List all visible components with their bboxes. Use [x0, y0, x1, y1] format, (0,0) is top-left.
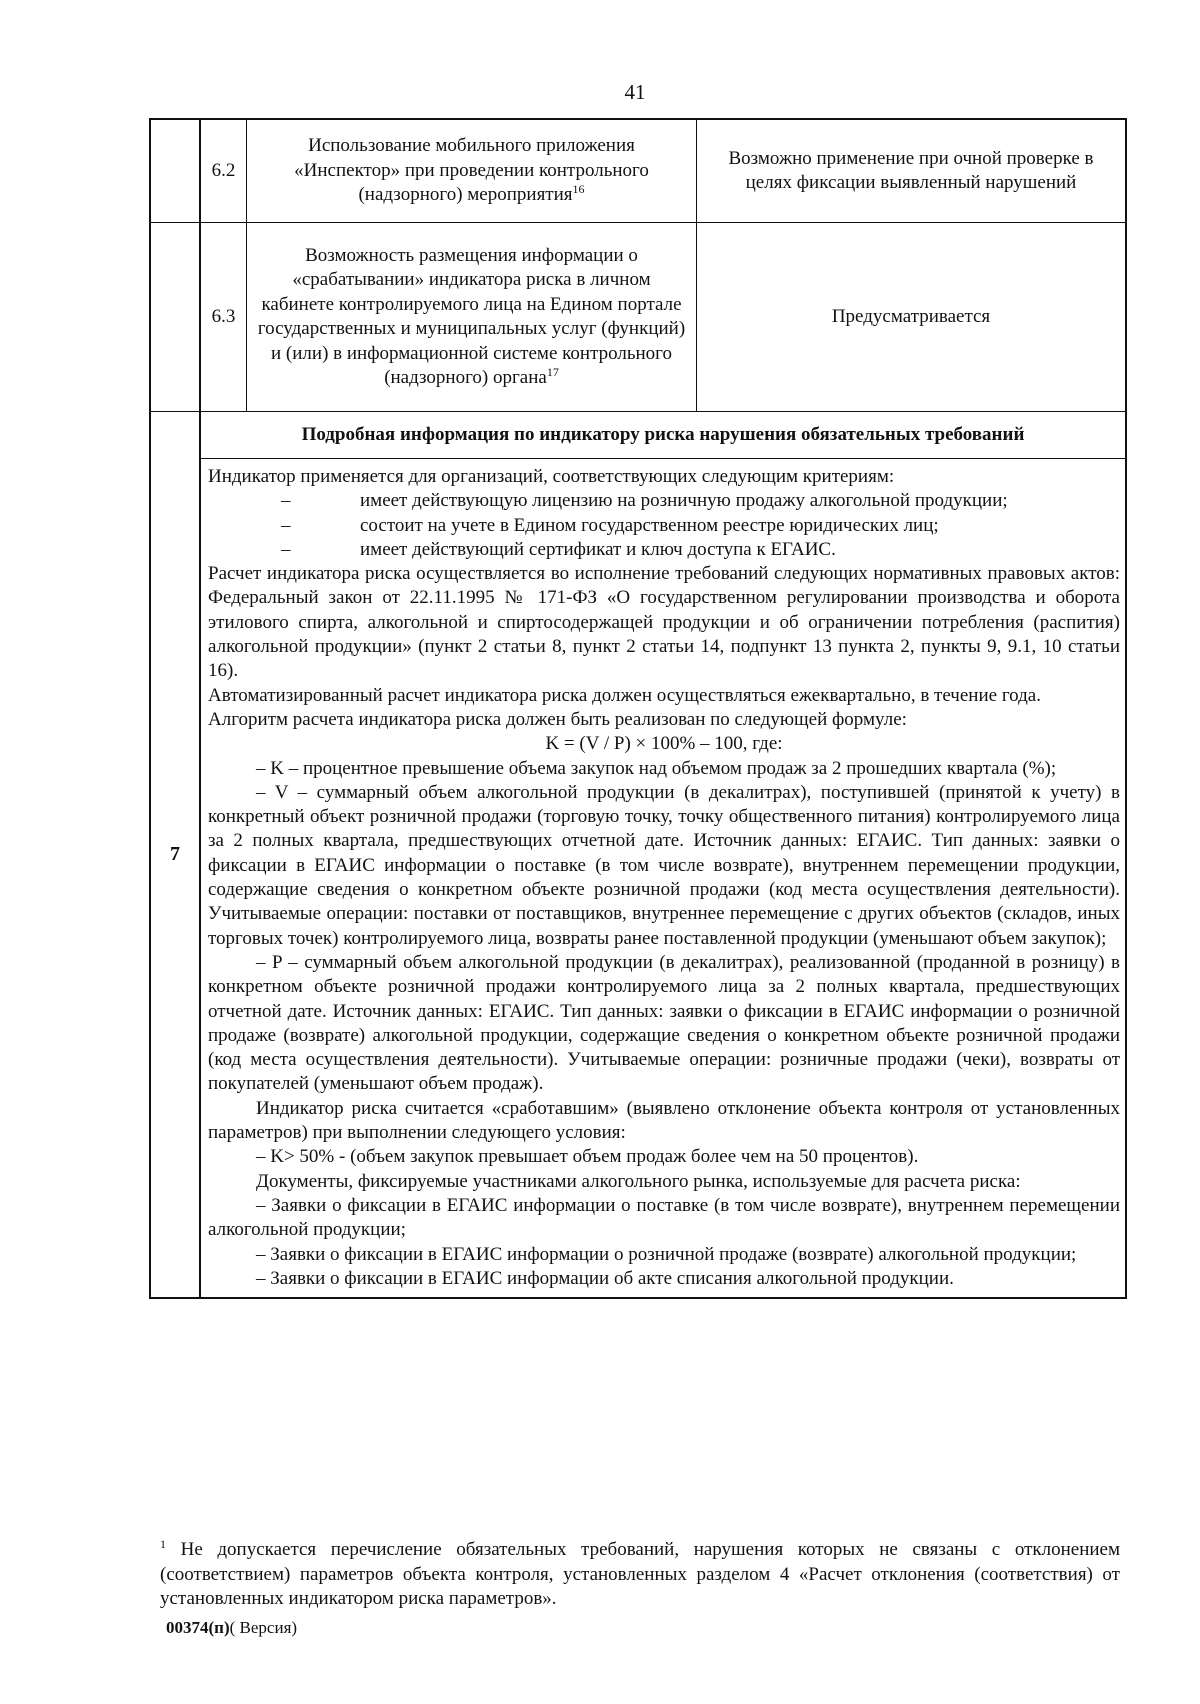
table-row [151, 223, 1125, 412]
definition: – P – суммарный объем алкогольной продукции (в декалитрах), реализованной (проданной в розницу) в конкретном объекте розничной продажи контролируемого лица за 2 полных квартала, предшествующих отчетной дате. Источник данных: ЕГАИС. Тип данных: заявки о фиксации в ЕГАИС информации о розничной продаже (возврате) алкогольной продукции, содержащие сведения о конкретном объекте розничной продажи (код места осуществления деятельности). Учитываемые операции: розничные продажи (чеки), возвраты от покупателей (уменьшают объем продаж). [208, 951, 1120, 1095]
footnote-marker: 1 [160, 1537, 166, 1551]
page-number: 41 [624, 80, 646, 104]
row-group-number-cell [151, 120, 201, 222]
section-number: 7 [151, 412, 201, 1297]
trigger-intro: Индикатор риска считается «сработавшим» (выявлено отклонение объекта контроля от установленных параметров) при выполнении следующего условия: [208, 1097, 1120, 1144]
section-body [201, 412, 1125, 1297]
footnote [160, 1538, 1120, 1612]
row-value: Предусматривается [831, 305, 991, 327]
document-item: – Заявки о фиксации в ЕГАИС информации об акте списания алкогольной продукции. [256, 1267, 954, 1289]
document-code [166, 1618, 297, 1638]
row-number: 6.3 [201, 223, 247, 411]
row-value: Возможно применение при очной проверке в целях фиксации выявленный нарушений [728, 147, 1094, 193]
paragraph: Расчет индикатора риска осуществляется во исполнение требований следующих нормативных правовых актов: Федеральный закон от 22.11.1995 № 171-ФЗ «О государственном регулировании производства и оборота этилового спирта, алкогольной и спиртосодержащей продукции и об ограничении потребления (распития) алкогольной продукции» (пункт 2 статьи 8, пункт 2 статьи 14, подпункт 13 пункта 2, пункты 9, 9.1, 10 статьи 16). [208, 563, 1120, 682]
formula: K = (V / P) × 100% – 100, где: [545, 733, 783, 755]
row-group-number-cell [151, 223, 201, 411]
footnote-ref: 16 [572, 182, 585, 197]
row-number: 6.2 [201, 120, 247, 222]
criteria-item: – имеет действующую лицензию на розничную продажу алкогольной продукции; [208, 489, 1120, 513]
table-row [151, 120, 1125, 223]
document-item: – Заявки о фиксации в ЕГАИС информации о поставке (в том числе возврате), внутреннем перемещении алкогольной продукции; [208, 1194, 1120, 1241]
row-description [247, 223, 697, 411]
footnote-ref: 17 [546, 365, 559, 379]
criteria-item: – состоит на учете в Едином государственном реестре юридических лиц; [208, 514, 1120, 538]
criteria-item: – имеет действующий сертификат и ключ доступа к ЕГАИС. [208, 538, 1120, 562]
row-description [247, 120, 697, 222]
document-version: ( Версия) [229, 1618, 298, 1637]
definition: – K – процентное превышение объема закупок над объемом продаж за 2 прошедших квартала (%); [256, 757, 1057, 779]
row-description-text: Возможность размещения информации о «срабатывании» индикатора риска в личном кабинете контролируемого лица на Едином портале государственных и муниципальных услуг (функций) и (или) в информационной системе контрольного (надзорного) органа [257, 244, 686, 388]
documents-intro: Документы, фиксируемые участниками алкогольного рынка, используемые для расчета риска: [256, 1170, 1021, 1192]
criteria-intro: Индикатор применяется для организаций, соответствующих следующим критериям: [208, 466, 895, 487]
section-title: Подробная информация по индикатору риска нарушения обязательных требований [201, 412, 1125, 459]
document-item: – Заявки о фиксации в ЕГАИС информации о розничной продаже (возврате) алкогольной продукции; [256, 1243, 1077, 1265]
trigger-condition: – K> 50% - (объем закупок превышает объем продаж более чем на 50 процентов). [256, 1146, 919, 1168]
row-description-text: Использование мобильного приложения «Инспектор» при проведении контрольного (надзорного) мероприятия [294, 135, 649, 206]
footnote-text: Не допускается перечисление обязательных требований, нарушения которых не связаны с отклонением (соответствием) параметров объекта контроля, установленных разделом 4 «Расчет отклонения (соответствия) от установленных индикатором риска параметров». [160, 1539, 1120, 1609]
paragraph: Автоматизированный расчет индикатора риска должен осуществляться ежеквартально, в течение года. [208, 684, 1041, 706]
section-7 [151, 412, 1125, 1297]
paragraph: Алгоритм расчета индикатора риска должен быть реализован по следующей формуле: [208, 708, 907, 730]
definition: – V – суммарный объем алкогольной продукции (в декалитрах), поступившей (принятой к учету) в конкретный объект розничной продажи (торговую точку, точку общественного питания) контролируемого лица за 2 полных квартала, предшествующих отчетной дате. Источник данных: ЕГАИС. Тип данных: заявки о фиксации в ЕГАИС информации о поставке (в том числе возврате), внутреннем перемещении продукции, содержащие сведения о конкретном объекте розничной продажи (код места осуществления деятельности). Учитываемые операции: поставки от поставщиков, внутреннее перемещение с других объектов (складов, иных торговых точек) контролируемого лица, возвраты ранее поставленной продукции (уменьшают объем закупок); [208, 781, 1120, 949]
requirements-table [149, 118, 1127, 1299]
document-code-number: 00374(п) [166, 1618, 230, 1637]
section-text [201, 459, 1125, 1297]
